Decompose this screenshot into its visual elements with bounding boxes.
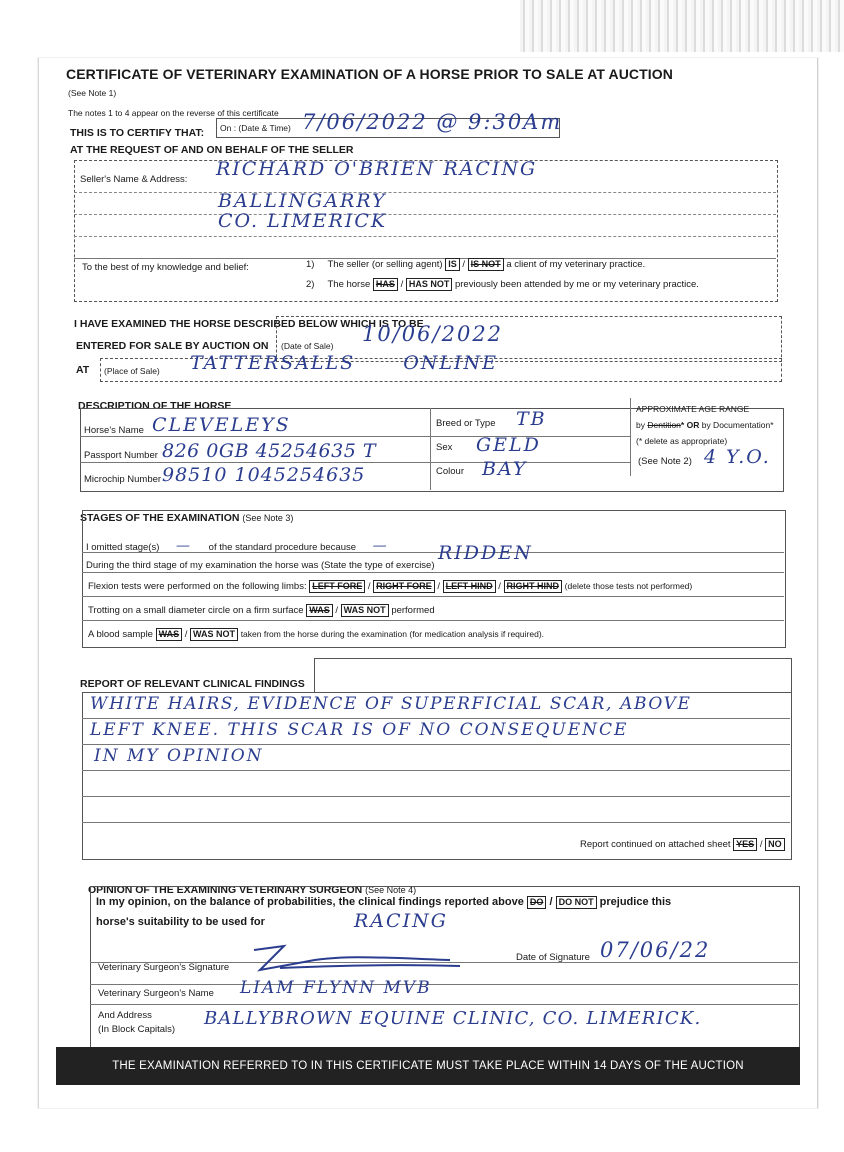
colour-label: Colour	[436, 466, 464, 477]
is-client-option[interactable]: IS	[445, 258, 460, 271]
breed-value: TB	[516, 408, 547, 430]
horse-name-value: CLEVELEYS	[152, 414, 291, 436]
flexion-left-hind[interactable]: LEFT HIND	[443, 580, 496, 593]
seller-statement-1: 1) The seller (or selling agent) IS / IS NOT a client of my veterinary practice.	[306, 259, 646, 270]
trotting-line: Trotting on a small diameter circle on a firm surface WAS / WAS NOT performed	[88, 605, 435, 616]
seller-name-address-label: Seller's Name & Address:	[80, 174, 188, 185]
report-line-3: IN MY OPINION	[94, 746, 264, 766]
report-heading: REPORT OF RELEVANT CLINICAL FINDINGS	[80, 678, 305, 690]
report-line-1: WHITE HAIRS, EVIDENCE OF SUPERFICIAL SCAR, ABOVE	[90, 694, 692, 714]
knowledge-label: To the best of my knowledge and belief:	[82, 262, 249, 273]
blood-was-not-option[interactable]: WAS NOT	[190, 628, 238, 641]
blood-was-option[interactable]: WAS	[156, 628, 183, 641]
sale-place-value: TATTERSALLS ONLINE	[190, 352, 499, 374]
opinion-do-not-option[interactable]: DO NOT	[556, 896, 597, 909]
date-signature-label: Date of Signature	[516, 952, 590, 963]
flexion-right-hind[interactable]: RIGHT HIND	[504, 580, 563, 593]
has-attended-option[interactable]: HAS	[373, 278, 398, 291]
notes-intro: The notes 1 to 4 appear on the reverse of this certificate	[68, 108, 279, 118]
microchip-value: 98510 1045254635	[162, 464, 366, 486]
flexion-right-fore[interactable]: RIGHT FORE	[373, 580, 435, 593]
report-line-2: LEFT KNEE. THIS SCAR IS OF NO CONSEQUENCE	[90, 720, 629, 740]
date-signature-value: 07/06/22	[600, 938, 711, 962]
passport-label: Passport Number	[84, 450, 158, 461]
has-not-attended-option[interactable]: HAS NOT	[406, 278, 453, 291]
omitted-stage-value: —	[176, 538, 193, 554]
description-heading: DESCRIPTION OF THE HORSE	[78, 400, 232, 412]
certificate-title: CERTIFICATE OF VETERINARY EXAMINATION OF A HORSE PRIOR TO SALE AT AUCTION	[66, 66, 673, 82]
certify-label: THIS IS TO CERTIFY THAT:	[70, 127, 205, 139]
opinion-statement-2: horse's suitability to be used for	[96, 916, 265, 928]
seller-address-line-3: CO. LIMERICK	[218, 210, 388, 232]
vet-signature-scribble	[240, 940, 470, 976]
at-label: AT	[76, 364, 90, 376]
sex-label: Sex	[436, 442, 453, 453]
sale-place-label: (Place of Sale)	[104, 366, 160, 376]
see-note-1: (See Note 1)	[68, 88, 117, 98]
microchip-label: Microchip Number	[84, 474, 162, 485]
date-time-value: 7/06/2022 @ 9:30Am	[302, 110, 563, 134]
seller-address-line-2: BALLINGARRY	[218, 190, 387, 212]
date-time-label: On : (Date & Time)	[220, 123, 291, 133]
footer-banner: THE EXAMINATION REFERRED TO IN THIS CERTIFICATE MUST TAKE PLACE WITHIN 14 DAYS OF THE AUCTION	[56, 1047, 800, 1085]
examined-heading-1: I HAVE EXAMINED THE HORSE DESCRIBED BELOW WHICH IS TO BE	[74, 318, 424, 330]
flexion-left-fore[interactable]: LEFT FORE	[309, 580, 365, 593]
seller-address-line-1: RICHARD O'BRIEN RACING	[216, 158, 538, 180]
opinion-do-option[interactable]: DO	[527, 896, 547, 909]
vet-name-value: LIAM FLYNN MVB	[240, 978, 432, 998]
examined-heading-2: ENTERED FOR SALE BY AUCTION ON	[76, 340, 269, 352]
opinion-statement: In my opinion, on the balance of probabilities, the clinical findings reported above DO / DO NOT prejudice this	[96, 896, 672, 908]
vet-name-label: Veterinary Surgeon's Name	[98, 988, 214, 999]
age-delete-note: (* delete as appropriate)	[636, 436, 728, 446]
omitted-reason-value: —	[372, 538, 389, 554]
use-value: RACING	[354, 910, 448, 932]
report-continued-line: Report continued on attached sheet YES / NO	[580, 838, 785, 851]
third-stage-value: RIDDEN	[438, 542, 533, 564]
colour-value: BAY	[482, 458, 528, 480]
stages-heading: STAGES OF THE EXAMINATION (See Note 3)	[80, 512, 294, 524]
seller-statement-2: 2) The horse HAS / HAS NOT previously been attended by me or my veterinary practice.	[306, 279, 699, 290]
report-continued-yes[interactable]: YES	[733, 838, 757, 851]
age-by-line: by Dentition* OR by Documentation*	[636, 420, 774, 430]
trotting-was-option[interactable]: WAS	[306, 604, 333, 617]
scanner-edge-artifact	[520, 0, 844, 52]
passport-value: 826 0GB 45254635 T	[162, 440, 376, 462]
third-stage-label: During the third stage of my examination the horse was (State the type of exercise)	[86, 560, 435, 571]
sex-value: GELD	[476, 434, 541, 456]
sale-date-label: (Date of Sale)	[281, 341, 334, 351]
sale-date-value: 10/06/2022	[362, 322, 504, 346]
opinion-heading: OPINION OF THE EXAMINING VETERINARY SURGEON (See Note 4)	[88, 884, 417, 896]
omitted-line: I omitted stage(s) — of the standard procedure because —	[86, 538, 389, 554]
report-continued-no[interactable]: NO	[765, 838, 785, 851]
age-see-note: (See Note 2)	[638, 456, 692, 467]
address-label-2: (In Block Capitals)	[98, 1024, 176, 1035]
signature-label: Veterinary Surgeon's Signature	[98, 962, 230, 973]
flexion-line: Flexion tests were performed on the following limbs: LEFT FORE / RIGHT FORE / LEFT HIND / RIGHT HIND (delete those tests not performed)	[88, 581, 693, 592]
horse-name-label: Horse's Name	[84, 425, 144, 436]
trotting-was-not-option[interactable]: WAS NOT	[341, 604, 389, 617]
vet-address-value: BALLYBROWN EQUINE CLINIC, CO. LIMERICK.	[204, 1008, 702, 1029]
age-value: 4 Y.O.	[704, 446, 771, 468]
address-label-1: And Address	[98, 1010, 152, 1021]
is-not-client-option[interactable]: IS NOT	[468, 258, 504, 271]
blood-line: A blood sample WAS / WAS NOT taken from the horse during the examination (for medication analysis if required).	[88, 629, 545, 640]
breed-label: Breed or Type	[436, 418, 496, 429]
age-heading: APPROXIMATE AGE RANGE	[636, 404, 750, 414]
seller-heading: AT THE REQUEST OF AND ON BEHALF OF THE SELLER	[70, 144, 354, 156]
